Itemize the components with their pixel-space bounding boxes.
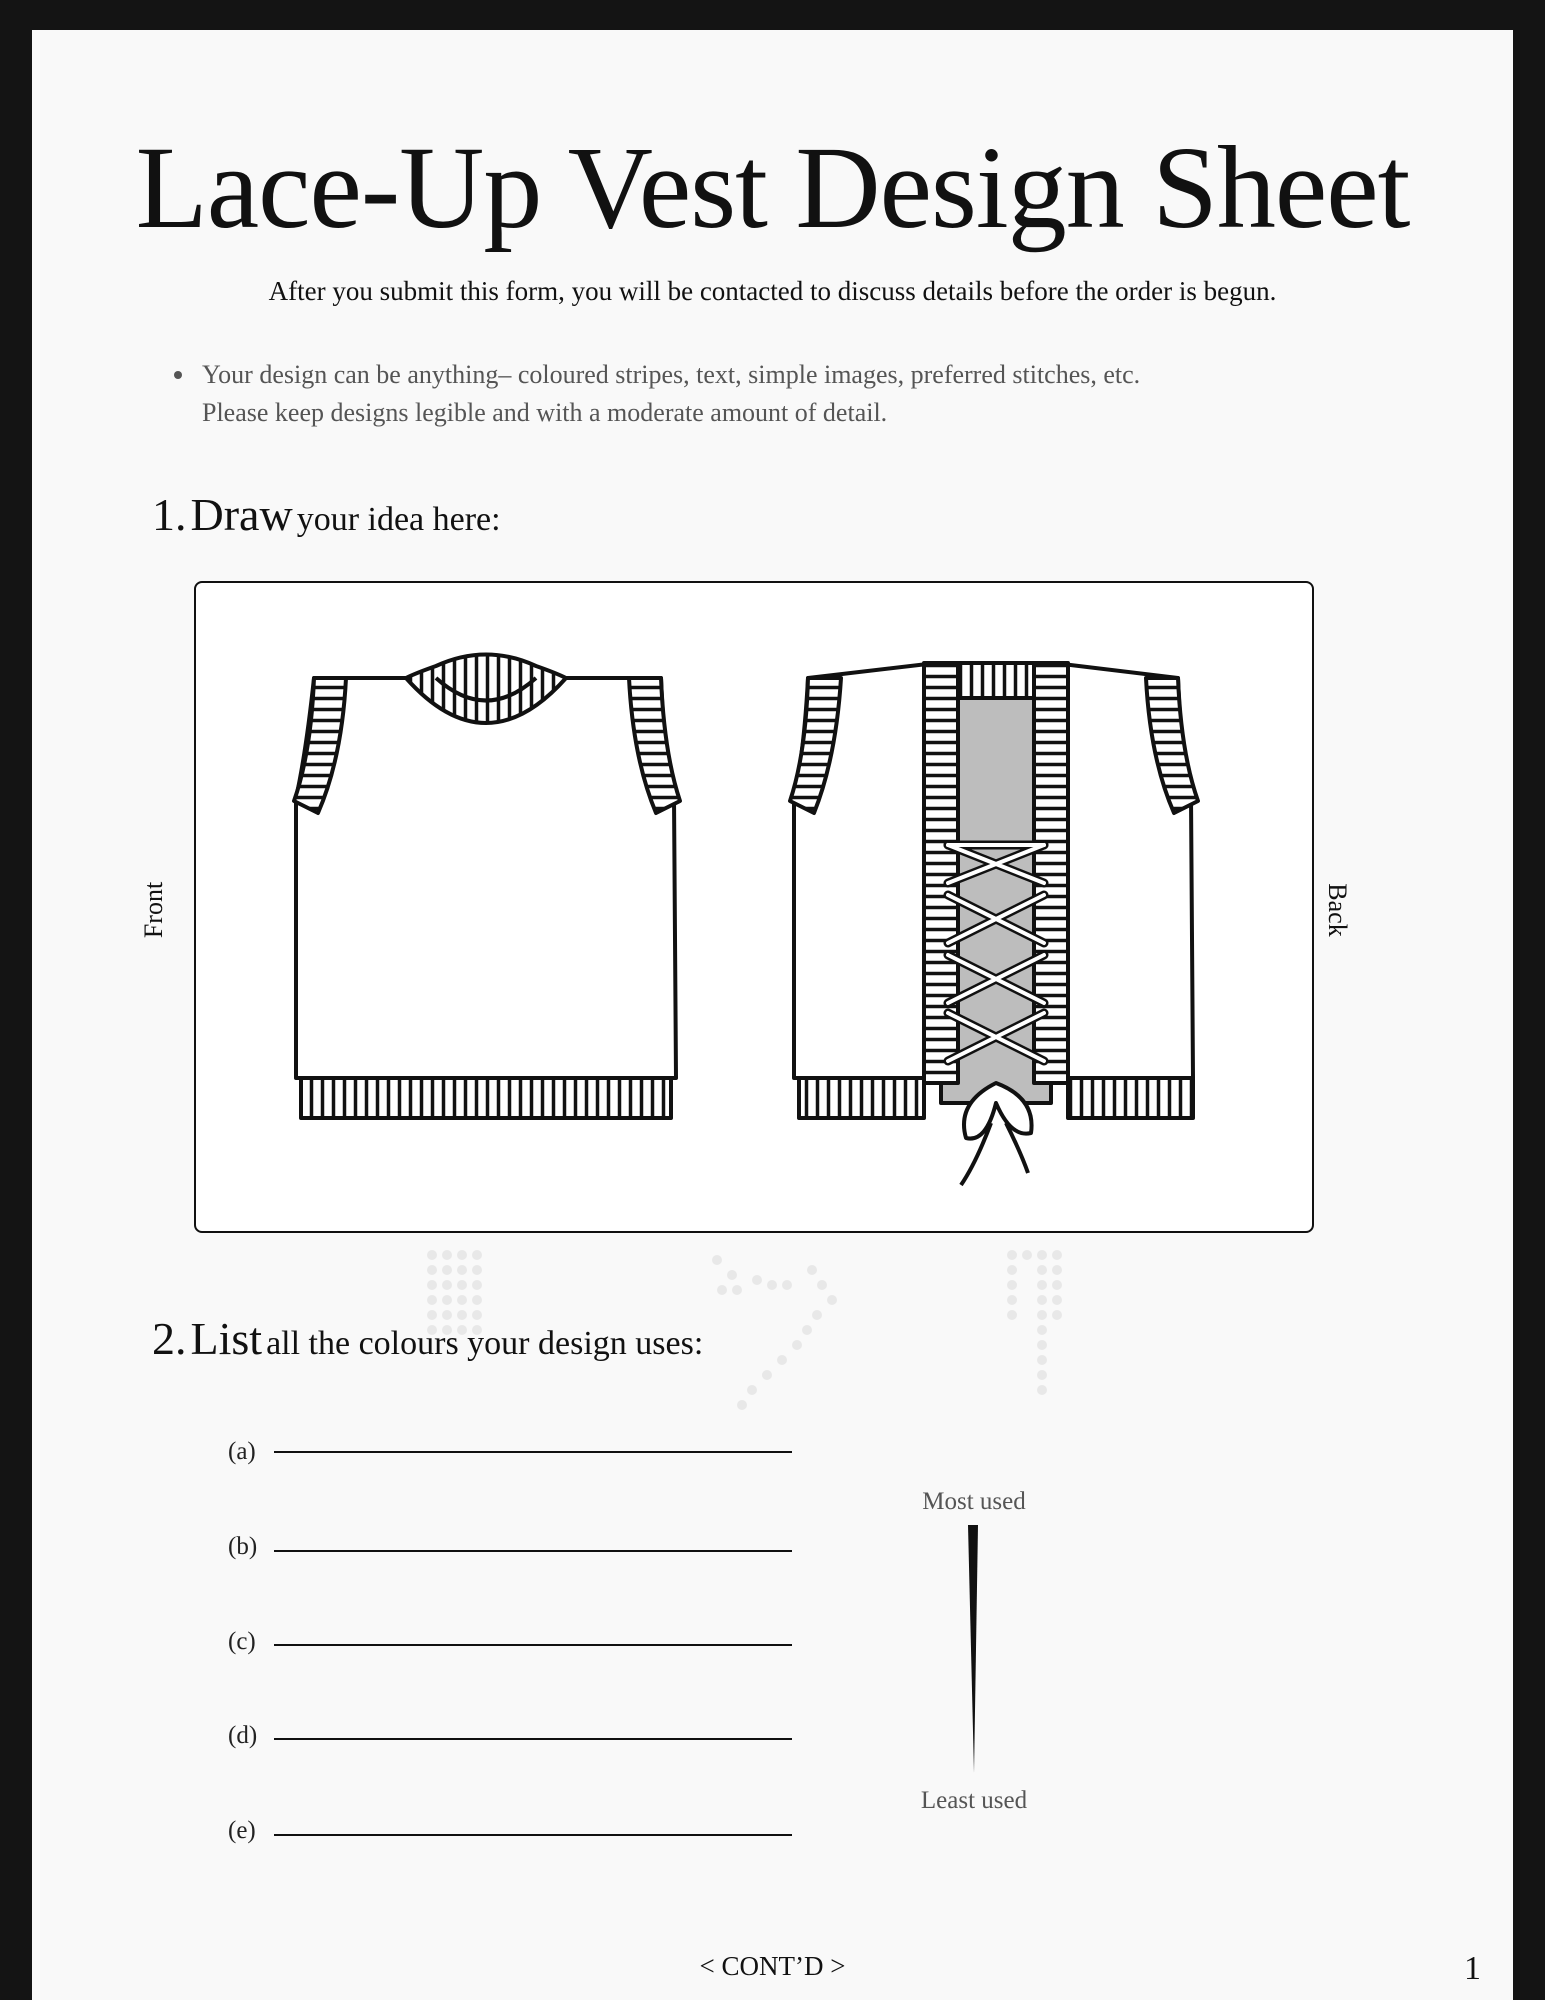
colour-row-label: (e)	[228, 1817, 256, 1844]
colour-row-label: (b)	[228, 1533, 258, 1560]
section-2-heading	[152, 1312, 703, 1365]
continued-label: < CONT’D >	[699, 1951, 846, 1981]
section-1-heading	[152, 488, 501, 541]
section-2-number: 2.	[152, 1313, 187, 1364]
colour-row-label: (a)	[228, 1438, 256, 1465]
colour-row-a[interactable]	[228, 1438, 256, 1466]
scale-least-used: Least used	[920, 1787, 1028, 1814]
front-vest-icon	[294, 655, 680, 1119]
section-2-rest: all the colours your design uses:	[266, 1325, 704, 1362]
page-number: 1	[1464, 1950, 1481, 1987]
colour-row-label: (c)	[228, 1628, 256, 1655]
bullet-dot	[174, 371, 182, 379]
section-1-verb: Draw	[190, 489, 293, 540]
design-sheet-page	[32, 30, 1513, 2000]
drawing-area[interactable]	[194, 581, 1314, 1233]
colour-row-d[interactable]	[228, 1722, 257, 1750]
section-1-number: 1.	[152, 489, 187, 540]
colour-input-line-a[interactable]	[274, 1451, 792, 1453]
back-label: Back	[1323, 883, 1352, 937]
section-1-rest: your idea here:	[296, 501, 501, 538]
usage-scale-wedge	[962, 1525, 986, 1775]
intro-text: After you submit this form, you will be contacted to discuss details before the order is begun.	[268, 276, 1277, 306]
colour-input-line-e[interactable]	[274, 1834, 792, 1836]
instruction-bullet	[174, 356, 1354, 432]
colour-input-line-c[interactable]	[274, 1644, 792, 1646]
colour-input-line-b[interactable]	[274, 1550, 792, 1552]
page-title: Lace-Up Vest Design Sheet	[135, 122, 1410, 253]
front-label: Front	[139, 881, 168, 939]
back-vest-icon	[790, 663, 1198, 1185]
section-2-verb: List	[190, 1313, 263, 1364]
colour-row-b[interactable]	[228, 1533, 257, 1561]
colour-row-c[interactable]	[228, 1628, 256, 1656]
dot-column-3	[1007, 1250, 1062, 1395]
colour-input-line-d[interactable]	[274, 1738, 792, 1740]
bullet-line-1: Your design can be anything– coloured stripes, text, simple images, preferred stitches, etc.	[202, 360, 1141, 389]
scale-most-used: Most used	[922, 1488, 1026, 1515]
bullet-line-2: Please keep designs legible and with a moderate amount of detail.	[202, 398, 888, 427]
vest-templates	[196, 583, 1312, 1231]
colour-row-label: (d)	[228, 1722, 258, 1749]
dot-column-2	[712, 1255, 837, 1410]
colour-row-e[interactable]	[228, 1817, 256, 1845]
